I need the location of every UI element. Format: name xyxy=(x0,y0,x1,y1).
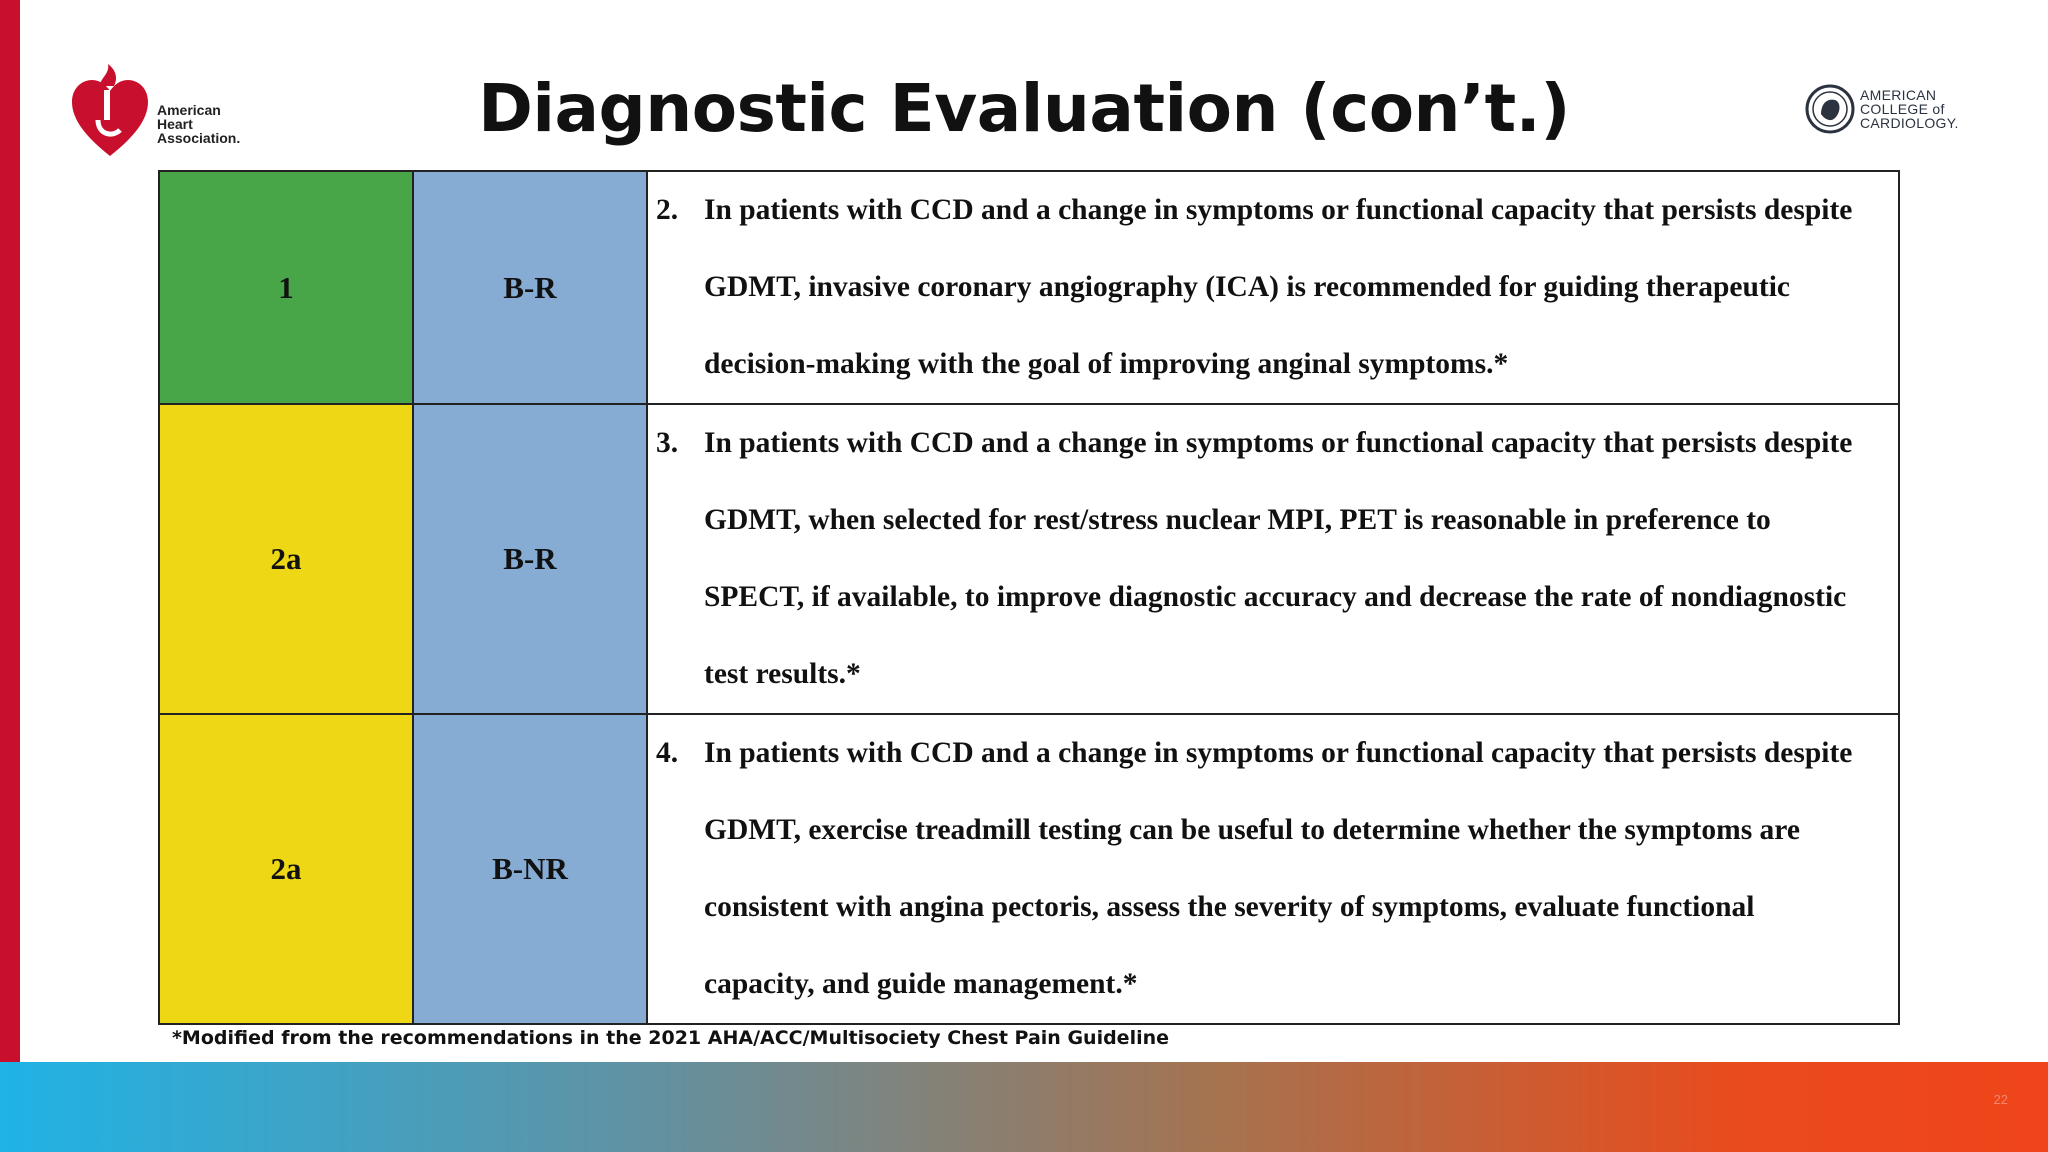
table-row xyxy=(159,404,1899,714)
recommendation-cell xyxy=(647,404,1899,714)
loe-cell: B-R xyxy=(413,404,647,714)
acc-seal-icon xyxy=(1805,84,1855,134)
recommendation-cell xyxy=(647,714,1899,1024)
aha-line-1: American xyxy=(157,102,221,118)
footnote: *Modified from the recommendations in the 2021 AHA/ACC/Multisociety Chest Pain Guideline xyxy=(172,1027,1170,1049)
recommendation-number: 3. xyxy=(656,427,679,459)
cor-cell: 2a xyxy=(159,404,413,714)
slide-title: Diagnostic Evaluation (con’t.) xyxy=(478,70,1570,147)
recommendation-number: 4. xyxy=(656,737,679,769)
acc-wordmark xyxy=(1860,88,1959,130)
acc-line-1: AMERICAN xyxy=(1860,87,1937,103)
recommendation-cell xyxy=(647,171,1899,404)
recommendation-number: 2. xyxy=(656,194,679,226)
page-number: 22 xyxy=(1993,1092,2008,1107)
acc-line-3: CARDIOLOGY. xyxy=(1860,115,1959,131)
recommendation-table xyxy=(158,170,1900,1025)
aha-line-3: Association. xyxy=(157,130,241,146)
acc-logo xyxy=(1805,84,1985,138)
acc-line-2: COLLEGE of xyxy=(1860,101,1945,117)
table-row xyxy=(159,714,1899,1024)
table-row xyxy=(159,171,1899,404)
left-accent-bar xyxy=(0,0,20,1062)
bottom-gradient-band xyxy=(0,1062,2048,1152)
loe-cell: B-R xyxy=(413,171,647,404)
recommendation-text: In patients with CCD and a change in symptoms or functional capacity that persists despite GDMT, when selected for rest/stress nuclear MPI, PET is reasonable in preference to SPECT, if available, to improve diagnostic accuracy and decrease the rate of nondiagnostic test results.* xyxy=(704,427,1853,690)
aha-line-2: Heart xyxy=(157,116,193,132)
recommendation-text: In patients with CCD and a change in symptoms or functional capacity that persists despite GDMT, invasive coronary angiography (ICA) is recommended for guiding therapeutic decision-making with the goal of improving anginal symptoms.* xyxy=(704,194,1853,380)
recommendation-text: In patients with CCD and a change in symptoms or functional capacity that persists despite GDMT, exercise treadmill testing can be useful to determine whether the symptoms are consistent with angina pectoris, assess the severity of symptoms, evaluate functional capacity, and guide management.* xyxy=(704,737,1853,1000)
loe-cell: B-NR xyxy=(413,714,647,1024)
cor-cell: 1 xyxy=(159,171,413,404)
cor-cell: 2a xyxy=(159,714,413,1024)
